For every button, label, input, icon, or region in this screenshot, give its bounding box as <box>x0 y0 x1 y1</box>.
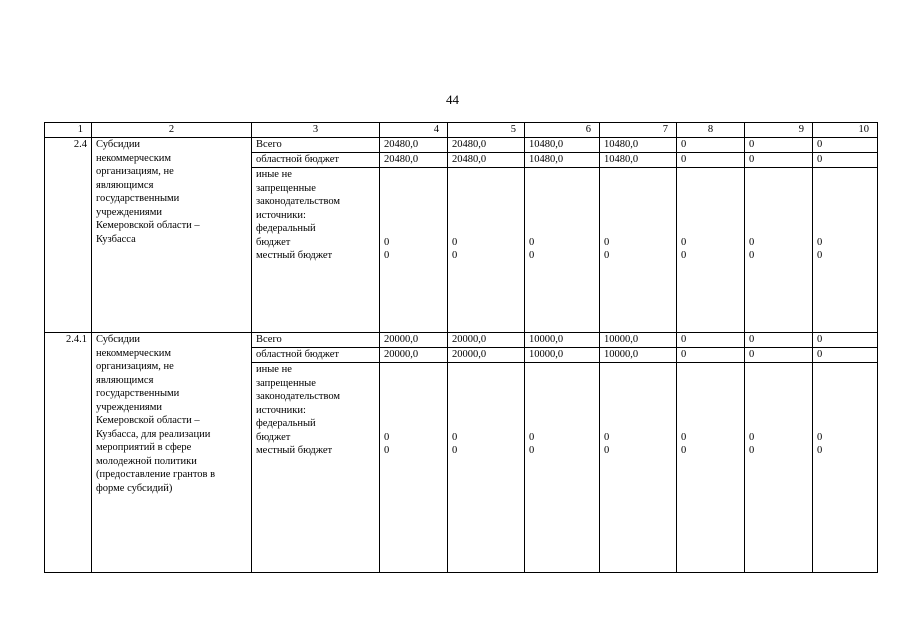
funding-source: Всего <box>252 138 380 153</box>
amount-cell: 20000,0 <box>448 333 525 348</box>
item-name-line: некоммерческим <box>96 152 172 164</box>
column-header: 8 <box>677 123 745 138</box>
amount-cell: 20480,0 <box>448 153 525 168</box>
item-name-line: организациям, не <box>96 361 174 372</box>
federal-budget-value: 0 <box>529 236 535 248</box>
item-name-line: мероприятий в сфере <box>96 442 192 453</box>
item-name-line: учреждениями <box>96 206 163 218</box>
column-header: 9 <box>745 123 813 138</box>
local-budget-value: 0 <box>529 250 535 261</box>
funding-source-line: источники: <box>256 404 306 416</box>
column-header: 1 <box>45 123 92 138</box>
amount-cell: 0 <box>745 348 813 363</box>
item-code: 2.4 <box>45 138 92 333</box>
federal-budget-value: 0 <box>681 236 687 248</box>
amount-cell: 0 <box>813 348 878 363</box>
amount-cell <box>448 363 525 573</box>
item-name-line: молодежной политики <box>96 455 197 467</box>
column-header: 5 <box>448 123 525 138</box>
table-row <box>45 333 878 348</box>
budget-table <box>44 122 878 573</box>
amount-cell <box>813 168 878 333</box>
amount-cell <box>525 363 600 573</box>
funding-source: Всего <box>252 333 380 348</box>
table-row <box>45 138 878 153</box>
funding-source-line: источники: <box>256 209 306 221</box>
local-budget-value: 0 <box>749 445 755 456</box>
column-header: 10 <box>813 123 878 138</box>
federal-budget-value: 0 <box>749 431 755 443</box>
amount-cell: 10480,0 <box>525 153 600 168</box>
item-code: 2.4.1 <box>45 333 92 573</box>
federal-budget-value: 0 <box>749 236 755 248</box>
amount-cell: 10000,0 <box>525 348 600 363</box>
funding-source-line: законодательством <box>256 196 341 207</box>
amount-cell: 0 <box>677 333 745 348</box>
item-name-line: государственными <box>96 193 180 204</box>
local-budget-value: 0 <box>384 250 390 261</box>
amount-cell <box>745 168 813 333</box>
amount-cell <box>677 363 745 573</box>
page-number: 44 <box>446 92 459 107</box>
local-budget-value: 0 <box>452 445 458 456</box>
amount-cell: 0 <box>813 138 878 153</box>
amount-cell: 10480,0 <box>600 138 677 153</box>
amount-cell: 0 <box>745 153 813 168</box>
federal-budget-value: 0 <box>529 431 535 443</box>
item-name-line: Кемеровской области – <box>96 220 200 231</box>
column-header-row <box>45 123 878 138</box>
amount-cell: 20480,0 <box>380 153 448 168</box>
amount-cell: 0 <box>745 138 813 153</box>
amount-cell: 20000,0 <box>380 333 448 348</box>
amount-cell: 0 <box>677 348 745 363</box>
funding-source-line: местный бюджет <box>256 445 333 456</box>
item-name <box>92 138 252 333</box>
amount-cell: 10000,0 <box>600 348 677 363</box>
amount-cell: 10000,0 <box>600 333 677 348</box>
local-budget-value: 0 <box>384 445 390 456</box>
amount-cell <box>525 168 600 333</box>
amount-cell: 10480,0 <box>525 138 600 153</box>
item-name <box>92 333 252 573</box>
funding-source-line: федеральный <box>256 418 316 429</box>
amount-cell: 20000,0 <box>380 348 448 363</box>
federal-budget-value: 0 <box>604 236 610 248</box>
funding-source-line: запрещенные <box>256 377 316 389</box>
amount-cell: 0 <box>677 138 745 153</box>
funding-source-line: законодательством <box>256 391 341 402</box>
amount-cell: 0 <box>813 153 878 168</box>
federal-budget-value: 0 <box>452 431 458 443</box>
funding-source-other <box>252 363 380 573</box>
local-budget-value: 0 <box>529 445 535 456</box>
funding-source-line: бюджет <box>256 431 291 443</box>
column-header: 6 <box>525 123 600 138</box>
amount-cell <box>600 363 677 573</box>
amount-cell <box>380 168 448 333</box>
item-name-line: государственными <box>96 388 180 399</box>
item-name-line: являющимся <box>96 374 154 386</box>
funding-source: областной бюджет <box>252 153 380 168</box>
item-name-line: форме субсидий) <box>96 482 173 494</box>
amount-cell: 0 <box>745 333 813 348</box>
column-header: 7 <box>600 123 677 138</box>
item-name-line: Кузбасса <box>96 233 136 245</box>
federal-budget-value: 0 <box>817 431 823 443</box>
funding-source-line: федеральный <box>256 223 316 234</box>
local-budget-value: 0 <box>604 250 610 261</box>
amount-cell: 0 <box>813 333 878 348</box>
local-budget-value: 0 <box>817 445 823 456</box>
local-budget-value: 0 <box>604 445 610 456</box>
federal-budget-value: 0 <box>817 236 823 248</box>
federal-budget-value: 0 <box>384 236 390 248</box>
funding-source: областной бюджет <box>252 348 380 363</box>
item-name-line: Субсидии <box>96 334 141 345</box>
local-budget-value: 0 <box>452 250 458 261</box>
item-name-line: (предоставление грантов в <box>96 469 216 480</box>
federal-budget-value: 0 <box>604 431 610 443</box>
local-budget-value: 0 <box>681 445 687 456</box>
item-name-line: некоммерческим <box>96 347 172 359</box>
item-name-line: Субсидии <box>96 139 141 150</box>
amount-cell <box>380 363 448 573</box>
item-name-line: Кемеровской области – <box>96 415 200 426</box>
amount-cell <box>745 363 813 573</box>
amount-cell <box>600 168 677 333</box>
local-budget-value: 0 <box>749 250 755 261</box>
funding-source-line: иные не <box>256 364 292 375</box>
amount-cell: 10000,0 <box>525 333 600 348</box>
item-name-line: организациям, не <box>96 166 174 177</box>
federal-budget-value: 0 <box>681 431 687 443</box>
amount-cell: 20480,0 <box>380 138 448 153</box>
amount-cell: 0 <box>677 153 745 168</box>
federal-budget-value: 0 <box>384 431 390 443</box>
funding-source-other <box>252 168 380 333</box>
amount-cell: 20480,0 <box>448 138 525 153</box>
amount-cell <box>677 168 745 333</box>
funding-source-line: местный бюджет <box>256 250 333 261</box>
funding-source-line: запрещенные <box>256 182 316 194</box>
funding-source-line: иные не <box>256 169 292 180</box>
amount-cell <box>448 168 525 333</box>
item-name-line: учреждениями <box>96 401 163 413</box>
amount-cell: 20000,0 <box>448 348 525 363</box>
local-budget-value: 0 <box>817 250 823 261</box>
item-name-line: являющимся <box>96 179 154 191</box>
funding-source-line: бюджет <box>256 236 291 248</box>
item-name-line: Кузбасса, для реализации <box>96 428 211 440</box>
column-header: 3 <box>252 123 380 138</box>
federal-budget-value: 0 <box>452 236 458 248</box>
amount-cell <box>813 363 878 573</box>
amount-cell: 10480,0 <box>600 153 677 168</box>
column-header: 4 <box>380 123 448 138</box>
column-header: 2 <box>92 123 252 138</box>
local-budget-value: 0 <box>681 250 687 261</box>
